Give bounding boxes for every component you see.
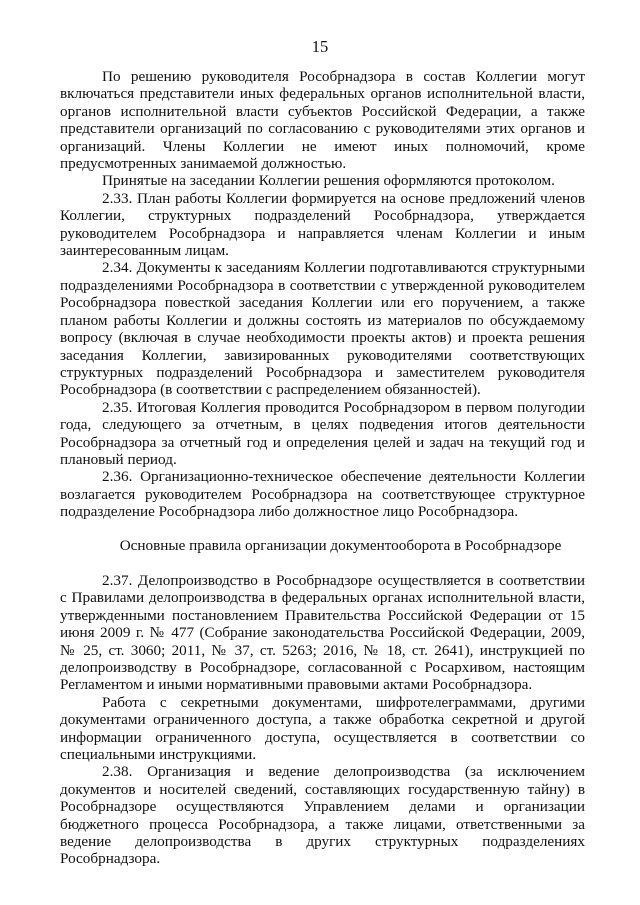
paragraph-collegium-composition: По решению руководителя Рособрнадзора в состав Коллегии могут включаться представители иных федеральных органов исполнительной власти, органов исполнительной власти субъектов Российской Федерации, а также представители организаций по согласованию с руководителями этих органов и организаций. Члены Коллегии не имеют иных полномочий, кроме предусмотренных занимаемой должностью. <box>60 68 585 173</box>
paragraph-decisions-protocol: Принятые на заседании Коллегии решения оформляются протоколом. <box>102 172 555 190</box>
paragraph-2-33: 2.33. План работы Коллегии формируется на основе предложений членов Коллегии, структурных подразделений Рособрнадзора, утверждается руководителем Рособрнадзора и направляется членам Коллегии и иным заинтересованным лицам. <box>60 189 585 260</box>
section-heading: Основные правила организации документооборота в Рособрнадзоре <box>119 536 562 554</box>
paragraph-2-37: 2.37. Делопроизводство в Рособрнадзоре осуществляется в соответствии с Правилами делопроизводства в федеральных органах исполнительной власти, утвержденными постановлением Правительства Российской Федерации от 15 июня 2009 г. № 477 (Собрание законодательства Российской Федерации, 2009, № 25, ст. 3060; 2011, № 37, ст. 5263; 2016, № 18, ст. 2641), инструкцией по делопроизводству в Рособрнадзоре, согласованной с Росархивом, настоящим Регламентом и иными нормативными правовыми актами Рособрнадзора. <box>60 571 585 694</box>
paragraph-secret-documents: Работа с секретными документами, шифротелеграммами, другими документами ограниченного доступа, а также обработка секретной и другой информации ограниченного доступа, осуществляется в соответствии со специальными инструкциями. <box>60 693 585 764</box>
document-body <box>60 68 585 868</box>
paragraph-2-35: 2.35. Итоговая Коллегия проводится Рособрнадзором в первом полугодии года, следующего за отчетным, в целях подведения итогов деятельности Рособрнадзора за отчетный год и определения целей и задач на текущий год и плановый период. <box>60 398 585 468</box>
paragraph-2-36: 2.36. Организационно-техническое обеспечение деятельности Коллегии возлагается руководителем Рособрнадзора на соответствующее структурное подразделение Рособрнадзора либо должностное лицо Рособрнадзора. <box>60 468 585 521</box>
page-number: 15 <box>311 37 329 56</box>
paragraph-2-38: 2.38. Организация и ведение делопроизводства (за исключением документов и носителей сведений, составляющих государственную тайну) в Рособрнадзоре осуществляются Управлением делами и организации бюджетного процесса Рособрнадзора, а также лицами, ответственными за ведение делопроизводства в других структурных подразделениях Рособрнадзора. <box>60 763 585 868</box>
paragraph-2-34: 2.34. Документы к заседаниям Коллегии подготавливаются структурными подразделениями Рособрнадзора в соответствии с утвержденной руководителем Рособрнадзора повесткой заседания Коллегии или его поручением, а также планом работы Коллегии и должны состоять из материалов по обсуждаемому вопросу (включая в случае необходимости проекты актов) и проекта решения заседания Коллегии, завизированных руководителями соответствующих структурных подразделений Рособрнадзора и заместителем руководителя Рособрнадзора (в соответствии с распределением обязанностей). <box>60 259 585 399</box>
